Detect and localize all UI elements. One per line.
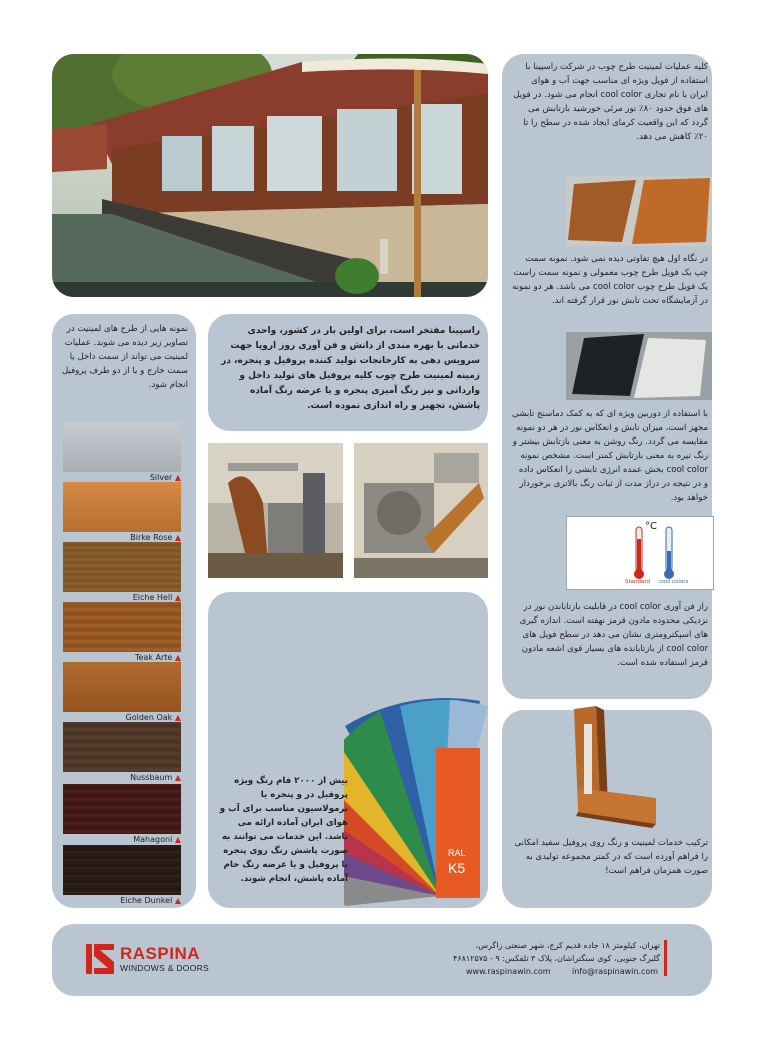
swatch-label: Silver ▲ (149, 473, 181, 482)
swatch-silver (63, 422, 181, 472)
raspina-logo (86, 940, 226, 982)
celsius-unit: °C (645, 521, 657, 532)
swatch-teak-arte (63, 602, 181, 652)
swatch-eiche-dunkel (63, 845, 181, 895)
swatch-golden-oak (63, 662, 181, 712)
swatch-birke-rose (63, 482, 181, 532)
thermometer-illustration (566, 516, 714, 590)
ral-color-fan (344, 696, 488, 908)
footer-address-line1: تهران، کیلومتر ۱۸ جاده قدیم کرج، شهر صنعتی زاگرس، (475, 941, 660, 950)
swatch-nussbaum (63, 722, 181, 772)
thermal-text: با استفاده از دوربین ویژه ای که به کمک دماسنج تابشی مجهز است، میزان تابش و انعکاس نور در هر دو نمونه مقایسه می گردد. رنگ روشن به معنی بازتابش بیشتر و رنگ تیره به معنی بازتابش کمتر است. مشخص نمونه cool color بخش عمده انرژی تابشی را انعکاس داده و در نتیجه در دراز مدت از ثبات رنگ بالاتری برخوردار خواهد بود. (512, 409, 708, 503)
samples-text: نمونه هایی از طرح های لمینیت در تصاویر زیر دیده می شوند. عملیات لمینیت می تواند از سمت داخل یا سمت خارج و یا از دو طرف پروفیل انجام شود. (61, 324, 188, 390)
swatch-label: Birke Rose ▲ (130, 533, 181, 542)
swatch-label: Mahagoni ▲ (133, 835, 181, 844)
brand-subtitle: WINDOWS & DOORS (120, 963, 210, 973)
brand-name: RASPINA (120, 944, 201, 963)
swatch-label: Eiche Dunkel ▲ (120, 896, 181, 905)
ral-label: RAL (448, 848, 466, 858)
thermal-photo (566, 332, 712, 400)
profile-illustration (556, 704, 666, 829)
swatch-label: Eiche Hell ▲ (132, 593, 181, 602)
paint-text: بیش از ۲۰۰۰ فام رنگ ویژه پروفیل در و پنجره یا نرمولاسیون مناسب برای آب و هوای ایران آماده ارائه می باشد. این خدمات می توانند به صورت پاشش رنگ روی پنجره یا پروفیل و یا عرضه رنگ خام آماده پاشش، انجام شوند. (219, 776, 348, 884)
foil-samples-photo (566, 176, 712, 246)
footer-website[interactable]: www.raspinawin.com (466, 967, 551, 976)
footer-address-line2: گلبرگ جنوبی، کوی سنگتراشان، پلاک ۳ تلفکس: ۹ - ۴۶۸۱۲۵۷۵ (453, 954, 660, 963)
footer-accent-bar (664, 940, 667, 976)
building-photo (52, 54, 488, 297)
infrared-text: راز فن آوری cool color در قابلیت بازتاباندن نور در نزدیکی محدوده مادون قرمز نهفته است. اندازه گیری های اسپکترومتری نشان می دهد در سطح فویل های cool color از بازتابانده های بسیار قوی اشعه مادون قرمز استفاده شده است. (519, 602, 708, 668)
swatch-label: Teak Arte ▲ (134, 653, 181, 662)
profile-text: ترکیب خدمات لمینیت و رنگ روی پروفیل سفید امکانی را فراهم آورده است که در کمتر مجموعه تولیدی به صورت همزمان فراهم است! (514, 838, 708, 876)
footer-email[interactable]: info@raspinawin.com (572, 967, 659, 976)
swatch-eiche-hell (63, 542, 181, 592)
swatch-mahagoni (63, 784, 181, 834)
laminating-machine-photo-1 (208, 443, 343, 578)
ral-code: K5 (448, 860, 466, 876)
comparison-text: در نگاه اول هیچ تفاوتی دیده نمی شود. نمونه سمت چپ یک فویل طرح چوب معمولی و نمونه سمت راست یک فویل طرح چوب cool color می باشد. هر دو نمونه در آزمایشگاه تحت تابش نور قرار گرفته اند. (512, 254, 708, 306)
laminating-machine-photo-2 (354, 443, 488, 578)
standard-caption: Standard (625, 579, 651, 585)
swatch-label: Nussbaum ▲ (130, 773, 181, 782)
swatch-label: Golden Oak ▲ (125, 713, 181, 722)
cool-colors-caption: cool colors (659, 579, 689, 585)
cool-color-intro-text: کلیه عملیات لمینیت طرح چوب در شرکت راسپینا با استفاده از فویل ویژه ای مناسب جهت آب و هوای ایران با نام تجاری cool color انجام می شود. در فویل های فوق حدود ۸۰٪ نور مرئی خورشید بازتابش می گردد که این واقعیت کرمای ایجاد شده در سطح را تا ۲۰٪ کاهش می دهد. (513, 62, 708, 142)
intro-text: راسپینا مفتخر است، برای اولین بار در کشور، واحدی خدماتی با بهره مندی از دانش و فن آوری روز اروپا جهت سرویس دهی به کارخانجات تولید کننده پروفیل و پنجره، در زمینه لمینیت طرح چوب کلیه پروفیل های تولید داخل و وارداتی و نیز رنگ آمیزی پنجره و یا عرضه رنگ آماده پاشش، تجهیز و راه اندازی نموده است. (221, 326, 480, 411)
